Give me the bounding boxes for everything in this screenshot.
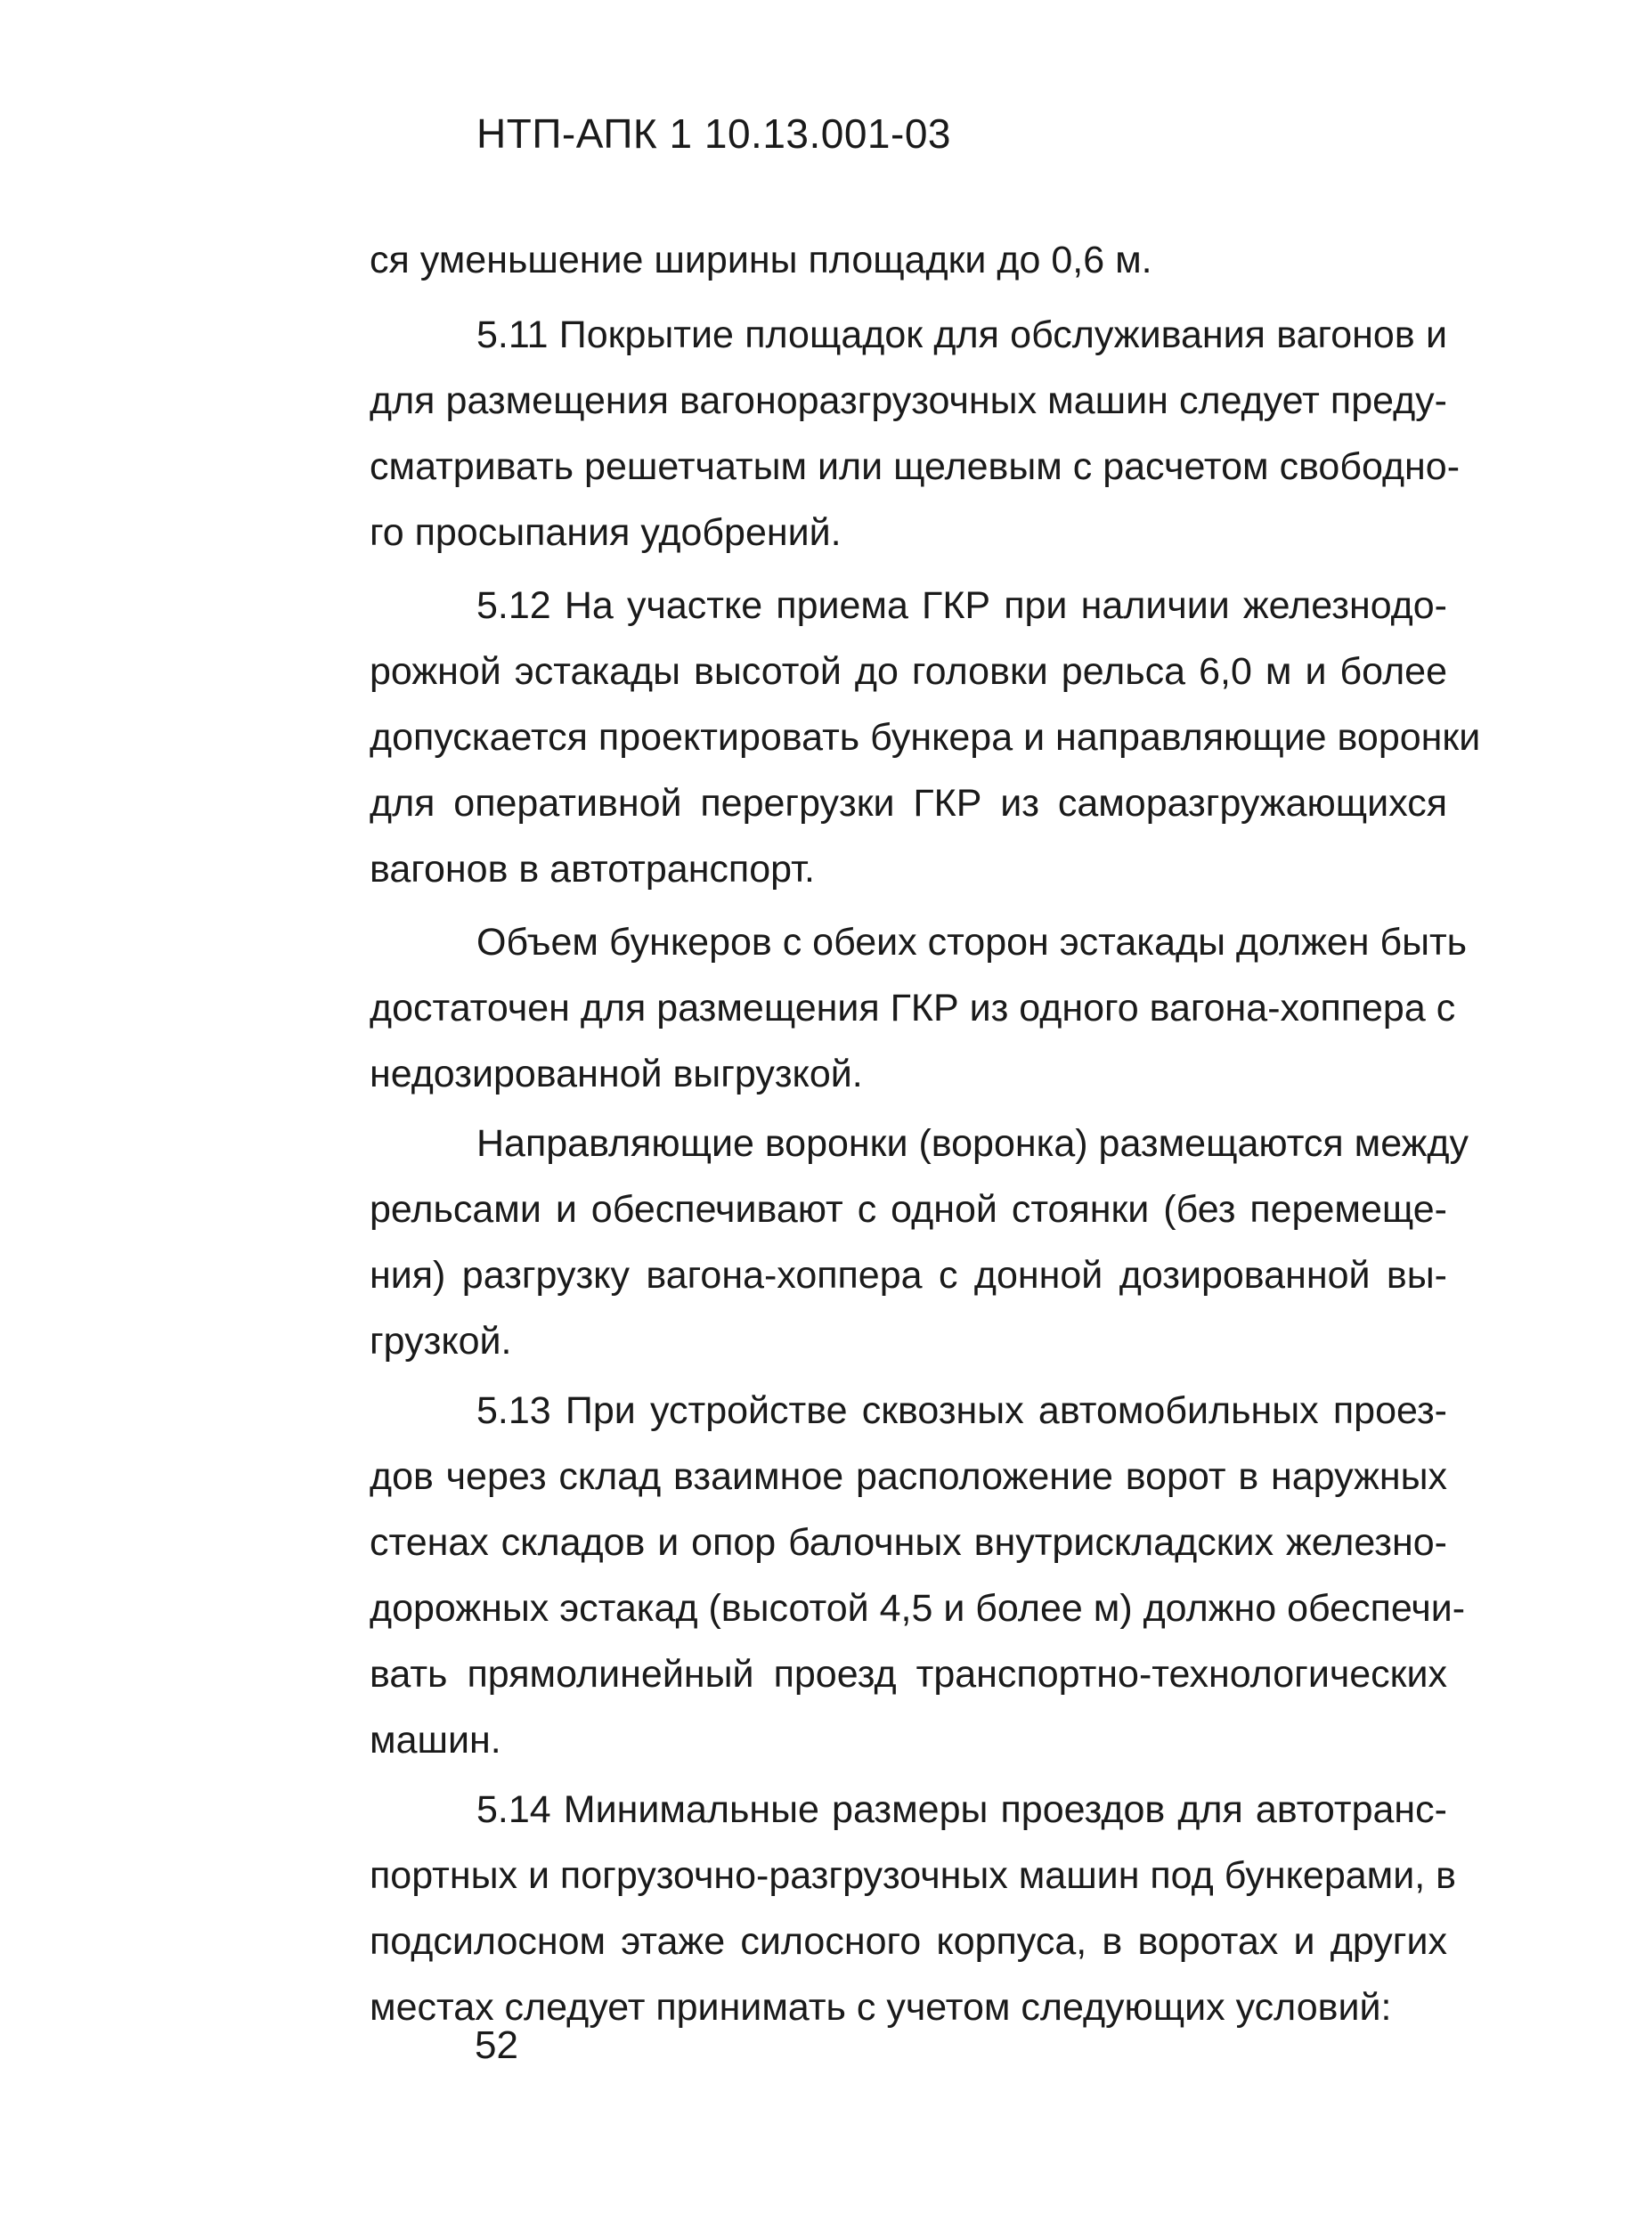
text-line: ния) разгрузку вагона-хоппера с донной дозированной вы- xyxy=(370,1254,1447,1297)
text-line: дов через склад взаимное расположение ворот в наружных xyxy=(370,1455,1447,1498)
paragraph-5-12 xyxy=(370,573,1481,902)
text-line: для оперативной перегрузки ГКР из саморазгружающихся xyxy=(370,782,1447,825)
text-line: достаточен для размещения ГКР из одного вагона-хоппера с xyxy=(370,987,1456,1030)
text-line: го просыпания удобрений. xyxy=(370,511,842,554)
paragraph-bunker-volume xyxy=(370,909,1468,1107)
text-line: Объем бункеров с обеих сторон эстакады должен быть xyxy=(476,921,1468,964)
text-line: допускается проектировать бункера и направляющие воронки xyxy=(370,716,1481,759)
text-line: подсилосном этаже силосного корпуса, в воротах и других xyxy=(370,1920,1447,1963)
paragraph-guide-funnels xyxy=(370,1111,1469,1374)
text-line: сматривать решетчатым или щелевым с расчетом свободно- xyxy=(370,445,1461,488)
text-line: вать прямолинейный проезд транспортно-технологических xyxy=(370,1653,1447,1696)
text-line: 5.14 Минимальные размеры проездов для автотранс- xyxy=(476,1788,1447,1831)
paragraph-continuation xyxy=(370,227,1447,293)
text-line: стенах складов и опор балочных внутрискладских железно- xyxy=(370,1521,1447,1564)
text-line: 5.13 При устройстве сквозных автомобильных проез- xyxy=(476,1389,1447,1432)
text-line: Направляющие воронки (воронка) размещаются между xyxy=(476,1122,1469,1165)
document-code-header: НТП-АПК 1 10.13.001-03 xyxy=(476,110,951,157)
text-line: грузкой. xyxy=(370,1320,512,1363)
text-line: рожной эстакады высотой до головки рельса 6,0 м и более xyxy=(370,650,1447,693)
text-line: недозированной выгрузкой. xyxy=(370,1053,863,1095)
text-line: портных и погрузочно-разгрузочных машин под бункерами, в xyxy=(370,1854,1456,1897)
text-line: дорожных эстакад (высотой 4,5 и более м) должно обеспечи- xyxy=(370,1587,1466,1630)
text-line: местах следует принимать с учетом следующих условий: xyxy=(370,1986,1392,2029)
paragraph-5-14 xyxy=(370,1777,1456,2040)
paragraph-5-11 xyxy=(370,302,1461,566)
page-number: 52 xyxy=(475,2023,518,2067)
text-line: вагонов в автотранспорт. xyxy=(370,848,815,891)
text-line: ся уменьшение ширины площадки до 0,6 м. xyxy=(370,239,1152,281)
text-line: для размещения вагоноразгрузочных машин следует преду- xyxy=(370,379,1447,422)
document-body xyxy=(370,227,1481,2040)
text-line: 5.12 На участке приема ГКР при наличии железнодо- xyxy=(476,584,1447,627)
text-line: машин. xyxy=(370,1719,501,1762)
paragraph-5-13 xyxy=(370,1378,1466,1773)
text-line: рельсами и обеспечивают с одной стоянки (без перемеще- xyxy=(370,1188,1447,1231)
text-line: 5.11 Покрытие площадок для обслуживания вагонов и xyxy=(476,313,1447,356)
